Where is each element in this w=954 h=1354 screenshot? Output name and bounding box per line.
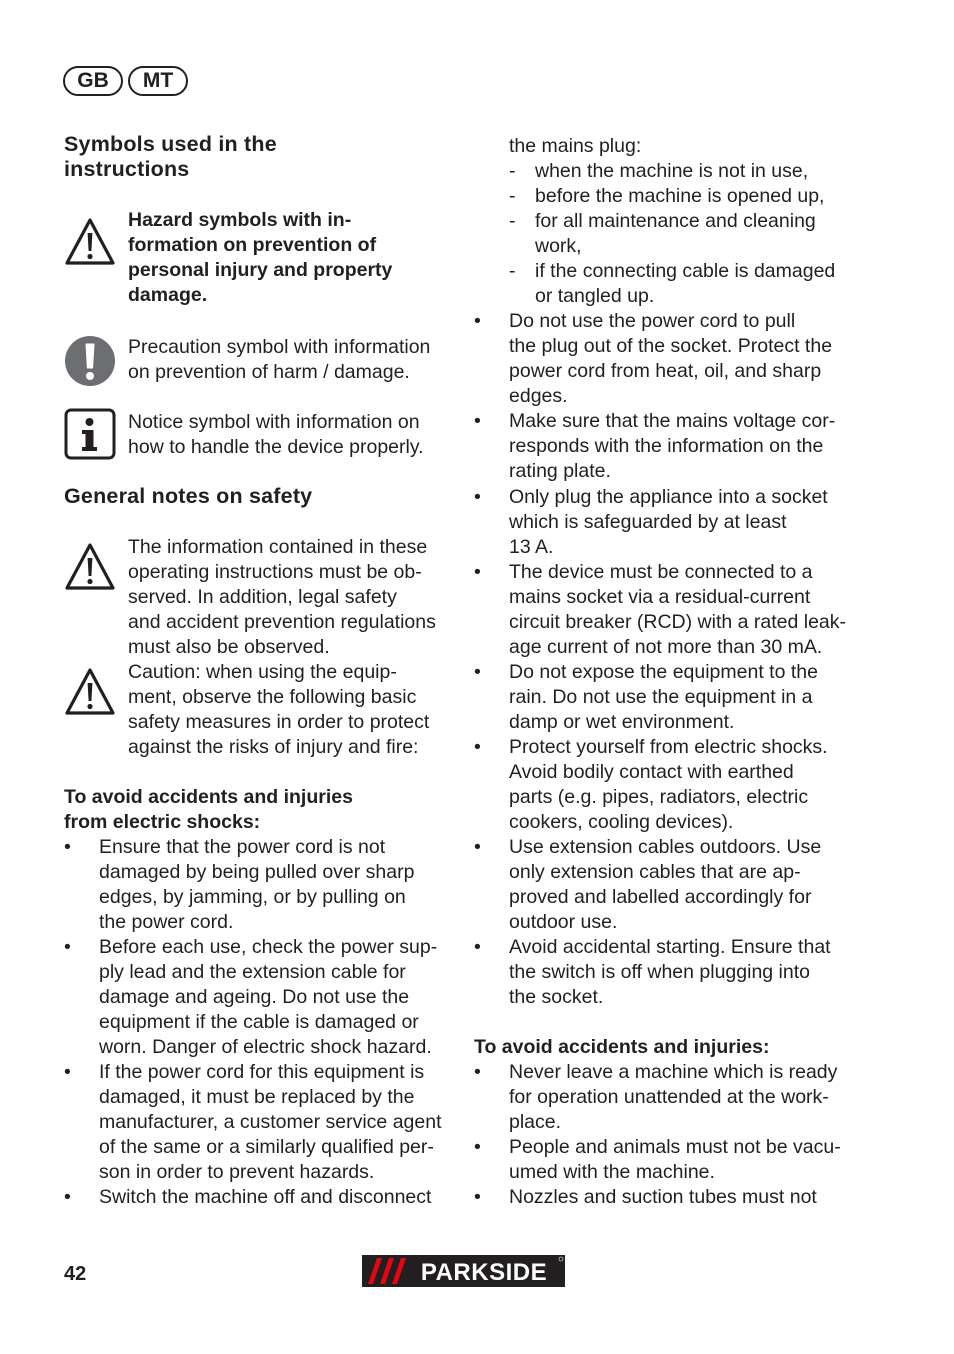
list-item-text: Nozzles and suction tubes must not bbox=[509, 1186, 817, 1208]
bullet-marker: • bbox=[64, 836, 71, 858]
caution-text: Caution: when using the equip- ment, observe the following basic safety measures in order to protect against the risks of injury and fire: bbox=[128, 661, 430, 758]
bullet-marker: • bbox=[474, 561, 481, 583]
bullet-marker: • bbox=[474, 310, 481, 332]
bullet-marker: • bbox=[474, 410, 481, 432]
list-item-text: Ensure that the power cord is not damaged by being pulled over sharp edges, by jamming, or by pulling on the power cord. bbox=[99, 836, 415, 933]
general-safety-heading: General notes on safety bbox=[64, 484, 313, 508]
list-item-text: Protect yourself from electric shocks. Avoid bodily contact with earthed parts (e.g. pipes, radiators, electric cookers, cooling devices). bbox=[509, 736, 828, 833]
list-item-text: Make sure that the mains voltage cor- responds with the information on the rating plate. bbox=[509, 410, 836, 482]
accidents-heading: To avoid accidents and injuries: bbox=[474, 1036, 770, 1058]
language-badge-gb: GB bbox=[63, 66, 123, 96]
list-item-text: Avoid accidental starting. Ensure that the switch is off when plugging into the socket. bbox=[509, 936, 831, 1008]
hazard-warning-icon-general bbox=[64, 541, 116, 593]
continuation-text: the mains plug: bbox=[509, 135, 642, 157]
language-badge-mt: MT bbox=[128, 66, 188, 96]
precaution-symbol-text: Precaution symbol with information on prevention of harm / damage. bbox=[128, 336, 431, 383]
bullet-marker: • bbox=[474, 1186, 481, 1208]
list-item-text: The device must be connected to a mains socket via a residual-current circuit breaker (RCD) with a rated leak- age current of not more than 30 mA. bbox=[509, 561, 847, 658]
list-item-text: if the connecting cable is damaged or tangled up. bbox=[535, 260, 836, 307]
list-item-text: People and animals must not be vacu- umed with the machine. bbox=[509, 1136, 841, 1183]
hazard-warning-icon bbox=[64, 216, 116, 268]
bullet-marker: • bbox=[474, 936, 481, 958]
list-item-text: Switch the machine off and disconnect bbox=[99, 1186, 432, 1208]
hazard-warning-icon-caution bbox=[64, 666, 116, 718]
list-item-text: Do not use the power cord to pull the plug out of the socket. Protect the power cord from heat, oil, and sharp edges. bbox=[509, 310, 833, 407]
list-item-text: for all maintenance and cleaning work, bbox=[535, 210, 816, 257]
bullet-marker: • bbox=[474, 1136, 481, 1158]
list-item-text: before the machine is opened up, bbox=[535, 185, 825, 207]
notice-info-icon bbox=[64, 408, 116, 460]
hazard-symbol-text: Hazard symbols with in- formation on prevention of personal injury and property damage. bbox=[128, 209, 393, 306]
bullet-marker: • bbox=[474, 486, 481, 508]
symbols-heading: Symbols used in the instructions bbox=[64, 132, 277, 181]
list-item-text: when the machine is not in use, bbox=[535, 160, 809, 182]
page-number: 42 bbox=[64, 1263, 87, 1285]
dash-marker: - bbox=[509, 210, 516, 232]
information-observe-text: The information contained in these operating instructions must be ob- served. In addition, legal safety and accident prevention regulations must also be observed. bbox=[128, 536, 436, 658]
bullet-marker: • bbox=[64, 1186, 71, 1208]
precaution-exclamation-icon bbox=[64, 335, 116, 387]
bullet-marker: • bbox=[474, 1061, 481, 1083]
brand-name: PARKSIDE bbox=[420, 1259, 548, 1286]
electric-shock-heading: To avoid accidents and injuries from electric shocks: bbox=[64, 786, 353, 833]
bullet-marker: • bbox=[474, 661, 481, 683]
bullet-marker: • bbox=[474, 736, 481, 758]
list-item-text: Do not expose the equipment to the rain. Do not use the equipment in a damp or wet environment. bbox=[509, 661, 818, 733]
dash-marker: - bbox=[509, 160, 516, 182]
list-item-text: If the power cord for this equipment is damaged, it must be replaced by the manufacturer, a customer service agent of the same or a similarly qualified per- son in order to prevent hazards. bbox=[99, 1061, 442, 1183]
notice-symbol-text: Notice symbol with information on how to handle the device properly. bbox=[128, 411, 424, 458]
list-item-text: Use extension cables outdoors. Use only extension cables that are ap- proved and labelled accordingly for outdoor use. bbox=[509, 836, 822, 933]
bullet-marker: • bbox=[64, 936, 71, 958]
bullet-marker: • bbox=[64, 1061, 71, 1083]
list-item-text: Before each use, check the power sup- ply lead and the extension cable for damage and ageing. Do not use the equipment if the cable is damaged or worn. Danger of electric shock hazard. bbox=[99, 936, 438, 1058]
bullet-marker: • bbox=[474, 836, 481, 858]
list-item-text: Never leave a machine which is ready for operation unattended at the work- place. bbox=[509, 1061, 838, 1133]
dash-marker: - bbox=[509, 185, 516, 207]
dash-marker: - bbox=[509, 260, 516, 282]
list-item-text: Only plug the appliance into a socket which is safeguarded by at least 13 A. bbox=[509, 486, 828, 558]
parkside-logo bbox=[362, 1255, 565, 1287]
